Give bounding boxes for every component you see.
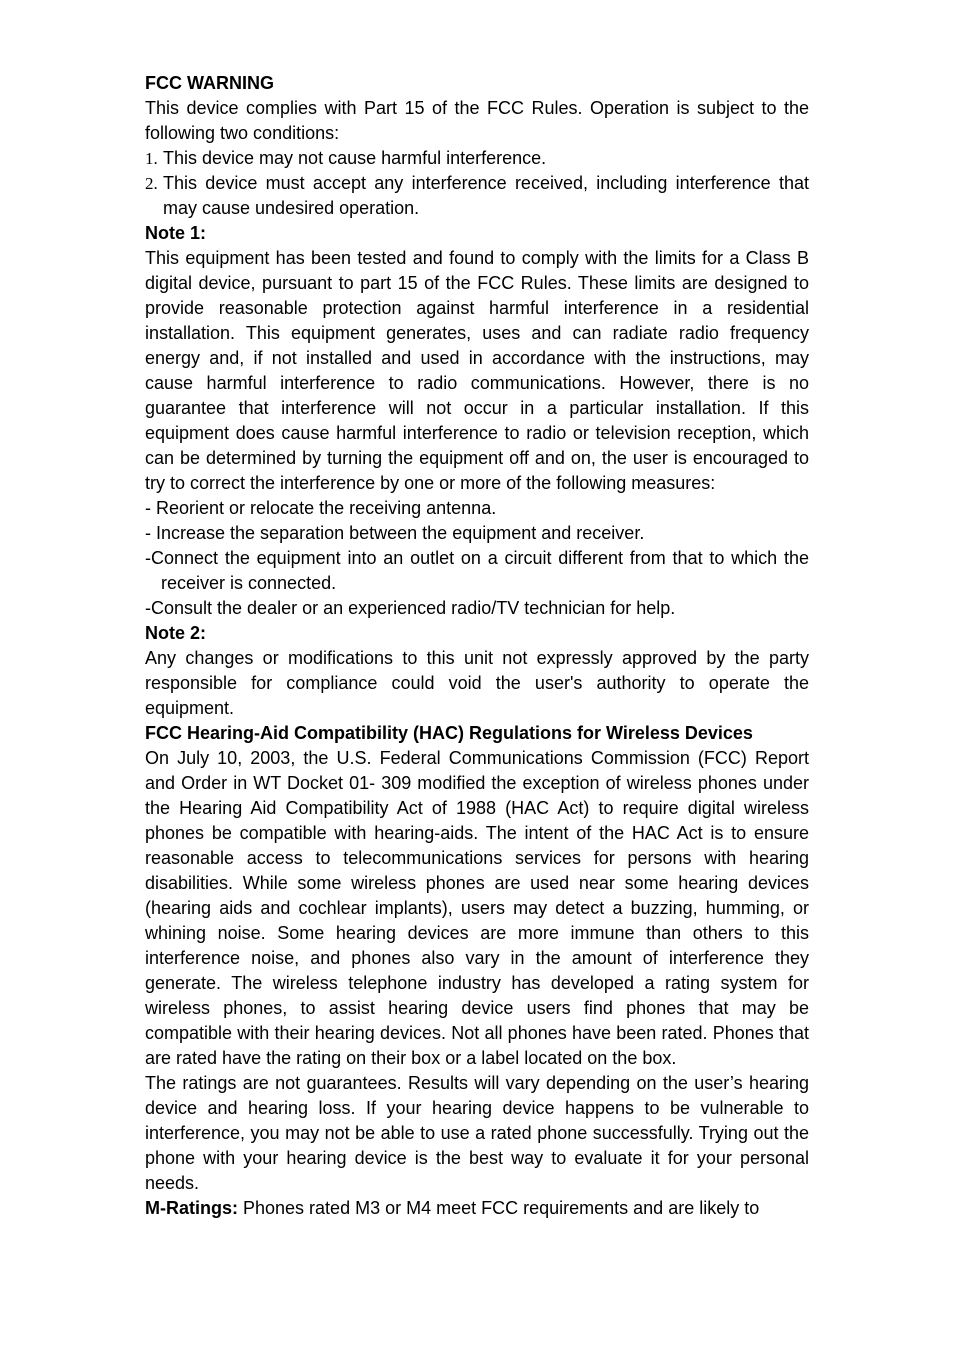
m-ratings-text: Phones rated M3 or M4 meet FCC requirements and are likely to	[238, 1198, 760, 1218]
measure-item-3: -Connect the equipment into an outlet on a circuit different from that to which the receiver is connected.	[145, 548, 809, 593]
measure-item-4: -Consult the dealer or an experienced radio/TV technician for help.	[145, 598, 676, 618]
note1-heading: Note 1:	[145, 223, 207, 243]
condition-item-1	[145, 146, 809, 171]
condition-text: This device may not cause harmful interference.	[163, 148, 547, 168]
note2-body: Any changes or modifications to this unit not expressly approved by the party responsible for compliance could void the user's authority to operate the equipment.	[145, 648, 809, 718]
measure-item-2: - Increase the separation between the equipment and receiver.	[145, 523, 645, 543]
m-ratings-paragraph	[145, 1196, 809, 1221]
fcc-warning-heading: FCC WARNING	[145, 73, 274, 93]
condition-number: 2.	[145, 174, 158, 193]
fcc-warning-intro: This device complies with Part 15 of the FCC Rules. Operation is subject to the following two conditions:	[145, 98, 809, 143]
note1-body: This equipment has been tested and found to comply with the limits for a Class B digital device, pursuant to part 15 of the FCC Rules. These limits are designed to provide reasonable protection against harmful interference in a residential installation. This equipment generates, uses and can radiate radio frequency energy and, if not installed and used in accordance with the instructions, may cause harmful interference to radio communications. However, there is no guarantee that interference will not occur in a particular installation. If this equipment does cause harmful interference to radio or television reception, which can be determined by turning the equipment off and on, the user is encouraged to try to correct the interference by one or more of the following measures:	[145, 248, 809, 493]
m-ratings-label: M-Ratings:	[145, 1198, 238, 1218]
condition-text: This device must accept any interference received, including interference that may cause undesired operation.	[163, 173, 809, 218]
condition-number: 1.	[145, 149, 158, 168]
measure-item-1: - Reorient or relocate the receiving antenna.	[145, 498, 497, 518]
condition-item-2	[145, 171, 809, 221]
document-page	[145, 71, 809, 1221]
hac-heading: FCC Hearing-Aid Compatibility (HAC) Regulations for Wireless Devices	[145, 723, 753, 743]
hac-paragraph-1: On July 10, 2003, the U.S. Federal Communications Commission (FCC) Report and Order in WT Docket 01- 309 modified the exception of wireless phones under the Hearing Aid Compatibility Act of 1988 (HAC Act) to require digital wireless phones be compatible with hearing-aids. The intent of the HAC Act is to ensure reasonable access to telecommunications services for persons with hearing disabilities. While some wireless phones are used near some hearing devices (hearing aids and cochlear implants), users may detect a buzzing, humming, or whining noise. Some hearing devices are more immune than others to this interference noise, and phones also vary in the amount of interference they generate. The wireless telephone industry has developed a rating system for wireless phones, to assist hearing device users find phones that may be compatible with their hearing devices. Not all phones have been rated. Phones that are rated have the rating on their box or a label located on the box.	[145, 748, 809, 1068]
hac-paragraph-2: The ratings are not guarantees. Results will vary depending on the user’s hearing device and hearing loss. If your hearing device happens to be vulnerable to interference, you may not be able to use a rated phone successfully. Trying out the phone with your hearing device is the best way to evaluate it for your personal needs.	[145, 1073, 809, 1193]
note2-heading: Note 2:	[145, 623, 207, 643]
